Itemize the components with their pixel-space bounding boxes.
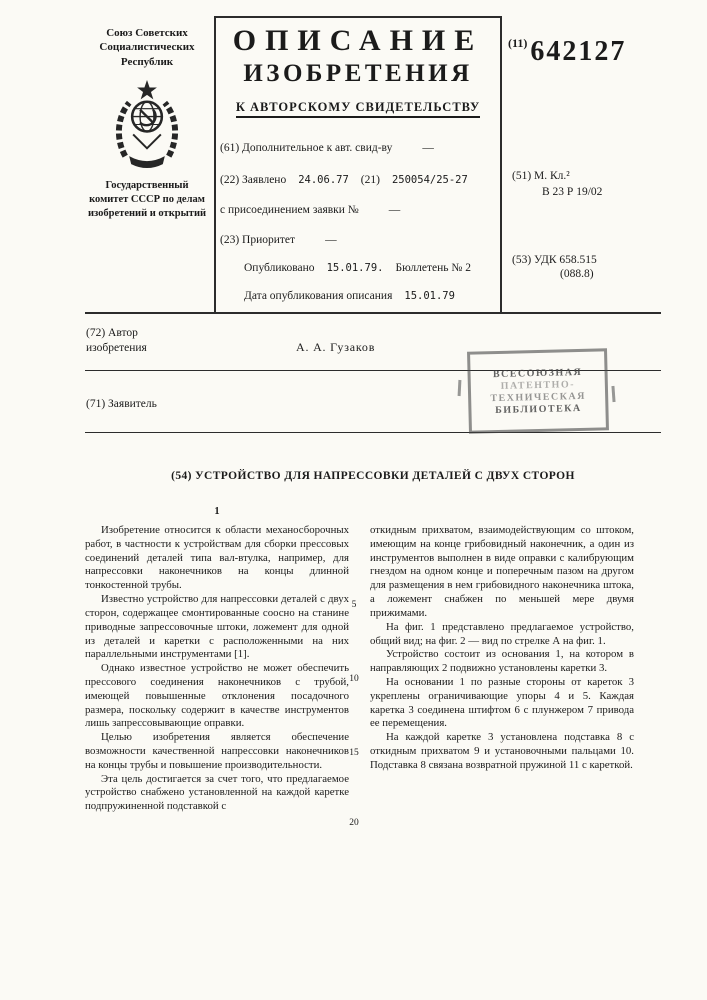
rule-vertical-right <box>500 16 502 312</box>
paragraph: Эта цель достигается за счет того, что предлагаемое устройство снабжено установленной на каждой каретке подпружиненной подставкой с <box>85 772 349 813</box>
field-53 <box>512 254 597 280</box>
field-23-value: — <box>325 234 337 246</box>
paragraph: Однако известное устройство не может обеспечить прессового соединения наконечников с трубой, имеющей повышенные отклонения посадочного размера, поскольку содержит в качестве инструментов лишь запрессовывающие оправки. <box>85 662 349 730</box>
committee-name: Государственный комитет СССР по делам изобретений и открытий <box>87 179 207 220</box>
paragraph: откидным прихватом, взаимодействующим со штоком, имеющим на конце грибовидный наконечник, а один из инструментов выполнен в виде оправки с калибрующим гнездом на одном конце и поперечным пазом на другом для размещения в нем грибовидного наконечника штока, а ложемент снабжен по меньшей мере двумя прижимами. <box>370 524 634 619</box>
stamp-line-1: ВСЕСОЮЗНАЯ <box>492 366 583 380</box>
field-22-label: (22) Заявлено <box>220 174 287 186</box>
field-annex-label: с присоединением заявки № <box>220 204 359 216</box>
field-51-value: В 23 Р 19/02 <box>542 186 603 198</box>
doc-number-prefix: (11) <box>508 36 528 50</box>
desc-date-label: Дата опубликования описания <box>244 290 393 302</box>
library-stamp <box>467 348 609 433</box>
published-label: Опубликовано <box>244 262 315 274</box>
field-annex-value: — <box>388 204 401 216</box>
field-72-label: (72) Автор изобретения <box>86 327 147 354</box>
field-22-value: 24.06.77 <box>298 174 349 186</box>
ussr-coat-of-arms-icon <box>107 79 187 173</box>
field-published <box>244 262 471 274</box>
paragraph: На основании 1 по разные стороны от кареток 3 укреплены ограничивающие упоры 4 и 5. Каждая каретка 3 соединена штифтом 6 с плунжером 7 привода ее перемещения. <box>370 675 634 730</box>
stamp-line-4: БИБЛИОТЕКА <box>495 402 582 416</box>
title-izobreteniya: ИЗОБРЕТЕНИЯ <box>243 60 473 87</box>
body-column-2 <box>370 524 634 773</box>
column-number-1: 1 <box>214 506 220 517</box>
field-23-label: (23) Приоритет <box>220 234 296 246</box>
masthead <box>86 26 208 221</box>
field-51 <box>512 170 602 198</box>
rule-applicant-row <box>85 432 661 433</box>
line-number-10: 10 <box>349 674 359 684</box>
paragraph: На фиг. 1 представлено предлагаемое устройство, общий вид; на фиг. 2 — вид по стрелке А на фиг. 1. <box>370 620 634 647</box>
desc-date: 15.01.79 <box>404 290 455 302</box>
field-53-value: 658.515 <box>559 254 597 266</box>
doc-number-block <box>508 36 626 68</box>
stamp-line-3: ТЕХНИЧЕСКАЯ <box>490 390 587 404</box>
field-21-label: (21) <box>360 174 380 186</box>
field-21-value: 250054/25-27 <box>391 174 468 186</box>
invention-title: (54) УСТРОЙСТВО ДЛЯ НАПРЕССОВКИ ДЕТАЛЕЙ С ДВУХ СТОРОН <box>171 470 575 482</box>
field-53-label: (53) УДК <box>512 254 557 266</box>
stamp-line-2: ПАТЕНТНО- <box>500 378 576 392</box>
published-date: 15.01.79. <box>326 262 384 274</box>
union-name: Союз Советских Социалистических Республик <box>99 27 195 68</box>
field-51-label: (51) М. Кл.² <box>512 170 570 182</box>
field-61-value: — <box>422 142 434 154</box>
line-number-5: 5 <box>351 600 357 610</box>
line-number-15: 15 <box>349 748 359 758</box>
paragraph: Изобретение относится к области механосборочных работ, в частности к устройствам для сборки прессовых соединений деталей типа вал-втулка, например, для напрессовки наконечников на концы длинной тонкостенной трубы. <box>85 524 349 592</box>
paragraph: Известно устройство для напрессовки деталей с двух сторон, содержащее смонтированные соосно на станине приводные запрессовочные штоки, ложемент для одной из деталей и каретки с расположенными на них параллельными инструментами [1]. <box>85 593 349 661</box>
line-number-20: 20 <box>349 818 359 828</box>
field-desc-date <box>244 290 455 302</box>
title-opisanie: ОПИСАНИЕ <box>232 24 484 57</box>
subtitle-row <box>216 98 500 116</box>
field-53-extra: (088.8) <box>560 268 594 280</box>
stamp-mark-left <box>458 380 462 396</box>
stamp-mark-right <box>611 386 615 402</box>
paragraph: Устройство состоит из основания 1, на котором в направляющих 2 подвижно установлены каретки 3. <box>370 648 634 675</box>
doc-number: 642127 <box>530 36 627 67</box>
author-name: А. А. Гузаков <box>296 340 376 354</box>
field-61-label: (61) Дополнительное к авт. свид-ву <box>220 142 393 154</box>
bulletin: Бюллетень № 2 <box>395 262 471 274</box>
field-22-21 <box>220 174 468 186</box>
field-53-row <box>512 254 597 266</box>
subtitle-author-certificate: К АВТОРСКОМУ СВИДЕТЕЛЬСТВУ <box>236 100 480 118</box>
document-title <box>216 24 500 116</box>
field-71-label: (71) Заявитель <box>86 398 157 410</box>
paragraph: Целью изобретения является обеспечение возможности качественной напрессовки наконечников на концы трубы и повышение производительности. <box>85 731 349 771</box>
rule-header-bottom <box>85 312 661 314</box>
body-column-1 <box>85 524 349 814</box>
field-annex <box>220 204 400 216</box>
paragraph: На каждой каретке 3 установлена подставка 8 с откидным прихватом 9 и установочными пальцами 10. Подставка 8 связана возвратной пружиной 11 с кареткой. <box>370 731 634 771</box>
rule-top <box>214 16 502 18</box>
field-61 <box>220 142 434 154</box>
field-23 <box>220 234 337 246</box>
